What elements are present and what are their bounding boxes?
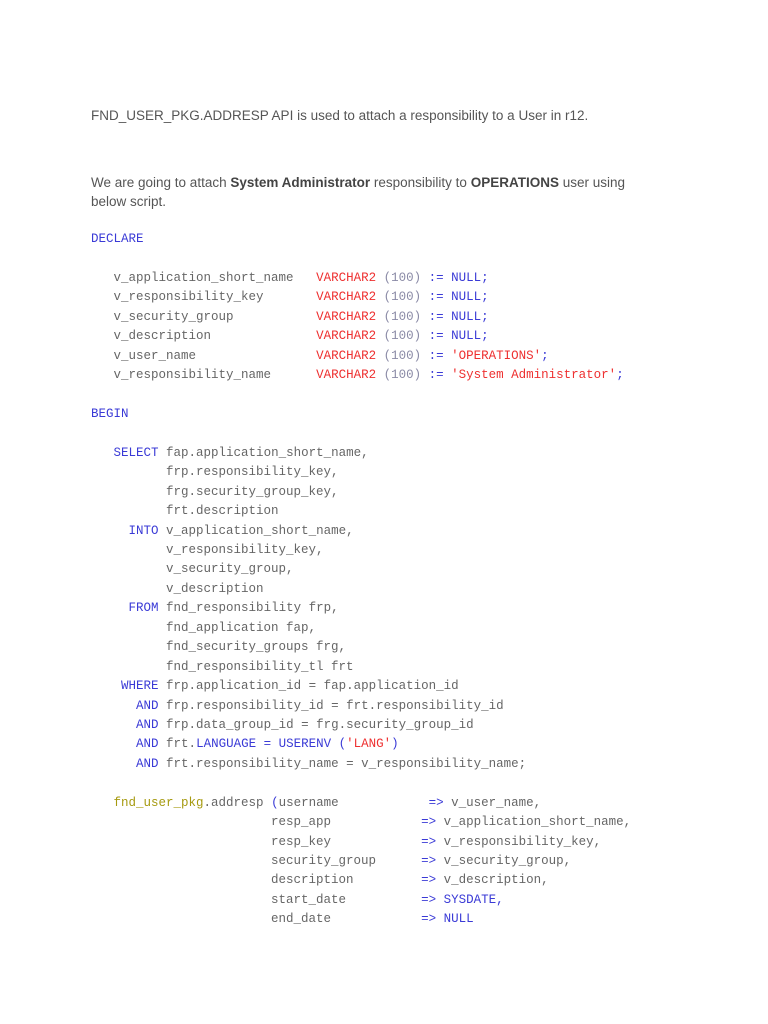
variable-size: (100) [383, 329, 422, 344]
statement-terminator: ; [481, 329, 489, 344]
code-variable-line [91, 347, 631, 366]
variable-value: NULL [451, 270, 482, 285]
code-variable-line [91, 288, 631, 307]
and-keyword: AND [136, 698, 159, 713]
statement-terminator: ; [541, 348, 549, 363]
code-select-line: frp.responsibility_key, [91, 465, 339, 480]
param-value: NULL [443, 912, 474, 927]
variable-type: VARCHAR2 [316, 309, 377, 324]
variable-name: v_responsibility_key [113, 290, 317, 305]
code-from-line: fnd_security_groups frg, [91, 640, 347, 655]
code-and-line: AND frt.LANGUAGE = USERENV ('LANG') [136, 737, 399, 752]
into-keyword: INTO [128, 523, 159, 538]
description-mid: responsibility to [370, 175, 471, 190]
declare-keyword: DECLARE [91, 232, 144, 246]
variable-size: (100) [383, 270, 422, 285]
code-blank-line [91, 774, 631, 793]
code-into-line: v_description [91, 581, 264, 596]
code-variable-line [91, 269, 631, 288]
variable-size: (100) [383, 290, 422, 305]
code-select-line: SELECT fap.application_short_name, [113, 445, 369, 460]
variable-value: NULL [451, 290, 482, 305]
variable-type: VARCHAR2 [316, 368, 377, 383]
param-value: v_responsibility_key, [443, 834, 602, 849]
variable-type: VARCHAR2 [316, 348, 377, 363]
code-param-line: end_date => NULL [91, 912, 474, 927]
variable-value: 'System Administrator' [451, 368, 617, 383]
param-value: v_application_short_name, [443, 815, 632, 830]
code-from-line: FROM fnd_responsibility frp, [128, 601, 339, 616]
begin-keyword: BEGIN [91, 406, 129, 421]
code-blank-line [91, 249, 631, 268]
description-prefix: We are going to attach [91, 175, 231, 190]
code-select-line: frg.security_group_key, [91, 484, 339, 499]
code-begin [91, 405, 631, 424]
code-and-line: AND frt.responsibility_name = v_responsibility_name; [136, 756, 527, 771]
code-from-line: fnd_application fap, [91, 620, 317, 635]
code-and-line: AND frp.data_group_id = frg.security_group_id [136, 717, 474, 732]
assign-operator: := [428, 270, 444, 285]
from-keyword: FROM [128, 601, 159, 616]
param-value: v_security_group, [443, 854, 572, 868]
intro-paragraph [91, 106, 691, 125]
arrow-operator: => [421, 912, 437, 927]
code-call-line: fnd_user_pkg.addresp (username => v_user_name, [113, 795, 542, 810]
description-suffix: user using below script. [91, 175, 625, 209]
statement-terminator: ; [616, 368, 624, 383]
package-name: fnd_user_pkg [113, 795, 204, 810]
userenv-function: USERENV [278, 737, 332, 752]
and-keyword: AND [136, 756, 159, 771]
and-keyword: AND [136, 717, 159, 732]
open-paren: ( [331, 737, 347, 752]
code-variable-line [91, 327, 631, 346]
code-and-line: AND frp.responsibility_id = frt.responsibility_id [136, 698, 504, 713]
lang-string: 'LANG' [346, 737, 392, 752]
assign-operator: := [428, 290, 444, 305]
language-keyword: LANGUAGE [196, 737, 257, 752]
code-where-line: WHERE frp.application_id = fap.application_id [121, 679, 459, 694]
variable-value: 'OPERATIONS' [451, 348, 542, 363]
arrow-operator: => [421, 815, 437, 830]
param-value: SYSDATE, [443, 892, 504, 907]
code-param-line: resp_key => v_responsibility_key, [91, 834, 602, 849]
code-variable-line [91, 308, 631, 327]
code-param-line: security_group => v_security_group, [91, 854, 572, 868]
statement-terminator: ; [481, 290, 489, 305]
responsibility-name-bold: System Administrator [230, 175, 371, 190]
statement-terminator: ; [481, 309, 489, 324]
code-param-line: description => v_description, [91, 873, 549, 888]
variable-name: v_user_name [113, 348, 317, 363]
user-name-bold: OPERATIONS [470, 175, 559, 190]
variable-size: (100) [383, 348, 422, 363]
select-keyword: SELECT [113, 445, 159, 460]
code-variable-line [91, 366, 631, 385]
variable-value: NULL [451, 329, 482, 344]
close-paren: ) [391, 737, 399, 752]
variable-type: VARCHAR2 [316, 329, 377, 344]
variable-size: (100) [383, 309, 422, 324]
code-select-line: frt.description [91, 504, 279, 519]
code-into-line: INTO v_application_short_name, [128, 523, 354, 538]
description-paragraph [91, 173, 661, 211]
open-paren: ( [271, 795, 279, 810]
variable-name: v_responsibility_name [113, 368, 317, 383]
code-declare [91, 230, 631, 249]
code-blank-line [91, 386, 631, 405]
assign-operator: := [428, 309, 444, 324]
equals-operator: = [256, 737, 279, 752]
variable-name: v_security_group [113, 309, 317, 324]
arrow-operator: => [421, 892, 437, 907]
where-keyword: WHERE [121, 679, 159, 694]
arrow-operator: => [421, 873, 437, 888]
arrow-operator: => [421, 834, 437, 849]
param-value: v_description, [443, 873, 549, 888]
variable-size: (100) [383, 368, 422, 383]
code-param-line: start_date => SYSDATE, [91, 892, 504, 907]
code-param-line: resp_app => v_application_short_name, [91, 815, 632, 830]
code-from-line: fnd_responsibility_tl frt [91, 659, 354, 674]
variable-type: VARCHAR2 [316, 290, 377, 305]
statement-terminator: ; [481, 270, 489, 285]
intro-text: FND_USER_PKG.ADDRESP API is used to attach a responsibility to a User in r12. [91, 108, 589, 123]
code-into-line: v_responsibility_key, [91, 543, 324, 557]
assign-operator: := [428, 348, 444, 363]
assign-operator: := [428, 368, 444, 383]
variable-value: NULL [451, 309, 482, 324]
and-keyword: AND [136, 737, 159, 752]
code-blank-line [91, 424, 631, 443]
code-into-line: v_security_group, [91, 562, 294, 577]
assign-operator: := [428, 329, 444, 344]
param-value: v_user_name, [451, 795, 542, 810]
arrow-operator: => [421, 854, 437, 868]
arrow-operator: => [428, 795, 444, 810]
variable-name: v_description [113, 329, 317, 344]
variable-name: v_application_short_name [113, 270, 317, 285]
variable-type: VARCHAR2 [316, 270, 377, 285]
plsql-code-block [91, 230, 631, 930]
